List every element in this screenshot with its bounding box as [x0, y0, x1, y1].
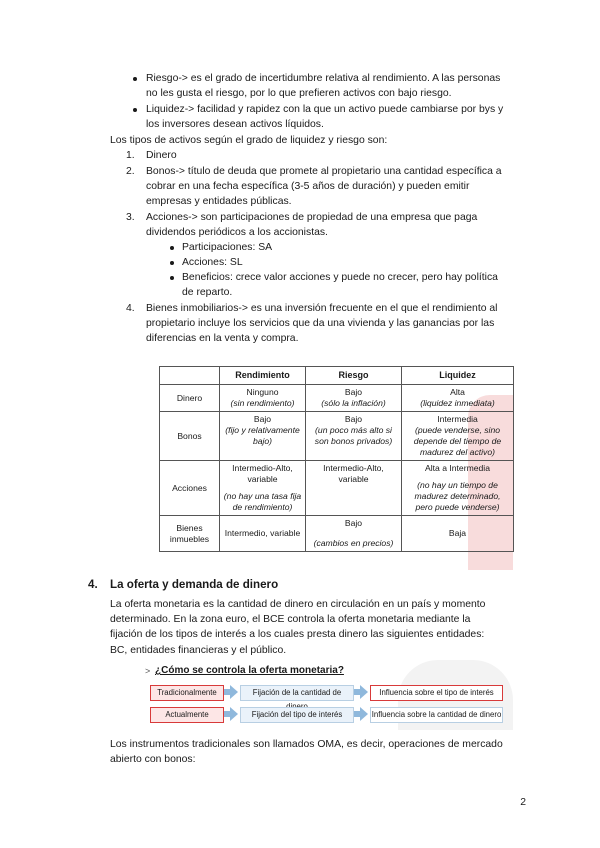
line: Bienes inmobiliarios-> es una inversión frecuente en el que el rendimiento al: [146, 303, 498, 314]
table-cell: [220, 516, 306, 552]
row-label: Acciones: [160, 461, 220, 516]
list-item-dinero: [146, 148, 177, 163]
cell-value: Intermedio-Alto, variable: [323, 463, 384, 484]
line: determinado. En la zona euro, el BCE controla la oferta monetaria mediante la: [110, 614, 471, 626]
cell-value: Bajo: [344, 518, 363, 528]
cell-value: Baja: [448, 528, 467, 538]
table-cell: [306, 385, 402, 412]
cell-note: (sin rendimiento): [230, 398, 295, 408]
bullet-dot: [170, 246, 174, 250]
section-paragraph: [110, 597, 528, 658]
page-number: 2: [520, 797, 526, 808]
line: Participaciones: SA: [182, 242, 273, 253]
line: los inversores desean activos líquidos.: [146, 119, 324, 131]
table-cell: [220, 385, 306, 412]
table-header-row: [160, 367, 514, 385]
line: Los instrumentos tradicionales son llamados OMA, es decir, operaciones de mercado: [110, 739, 503, 750]
label-tradicionalmente: Tradicionalmente: [150, 685, 224, 701]
cell-note: (sólo la inflación): [321, 398, 386, 408]
cell-value: Intermedia: [437, 414, 478, 424]
table-header: [160, 367, 220, 385]
table-cell: [402, 516, 514, 552]
table-row: [160, 461, 514, 516]
cell-value: Ninguno: [246, 387, 279, 397]
line: Riesgo-> es el grado de incertidumbre relativa al rendimiento. A las personas: [146, 73, 501, 84]
cell-value: Intermedio, variable: [224, 528, 301, 538]
diagram-title: ¿Cómo se controla la oferta monetaria?: [155, 665, 344, 676]
line: dividendos periódicos a los accionistas.: [146, 227, 328, 239]
line: BC, entidades financieras y el público.: [110, 644, 287, 656]
table-cell: [220, 412, 306, 461]
table-cell: [220, 461, 306, 516]
list-number: 3.: [126, 212, 135, 223]
cell-note: (un poco más alto si son bonos privados): [314, 425, 393, 446]
cell-value: Intermedio-Alto, variable: [232, 463, 293, 484]
line: cobrar en una fecha específica (3-5 años de duración) y pueden emitir: [146, 181, 470, 193]
line: Dinero: [146, 150, 177, 161]
line: Beneficios: crece valor acciones y puede no crecer, pero hay política: [182, 272, 498, 283]
section-title: La oferta y demanda de dinero: [110, 578, 279, 591]
line: Acciones-> son participaciones de propiedad de una empresa que paga: [146, 212, 478, 223]
line: La oferta monetaria es la cantidad de dinero en circulación en un país y momento: [110, 599, 486, 610]
box-influencia-tipo: Influencia sobre el tipo de interés: [370, 685, 503, 701]
table-cell: [306, 516, 402, 552]
line: Liquidez-> facilidad y rapidez con la que un activo puede cambiarse por bys y: [146, 104, 504, 115]
bullet-dot: [170, 276, 174, 280]
sub-bullet-beneficios: [182, 270, 528, 300]
line: Acciones: SL: [182, 257, 243, 268]
table-header: Riesgo: [306, 367, 402, 385]
line: Bonos-> título de deuda que promete al propietario una cantidad específica a: [146, 166, 502, 177]
cell-note: (no hay un tiempo de madurez determinado, pero puede venderse): [414, 480, 501, 512]
box-fijacion-cantidad: Fijación de la cantidad de: [240, 685, 354, 701]
table-header: Liquidez: [402, 367, 514, 385]
bullet-dot: [133, 77, 137, 81]
line: diferencias en la venta y compra.: [146, 333, 299, 345]
cell-note: (puede venderse, sino depende del tiempo de madurez del activo): [413, 425, 502, 457]
table-cell: [306, 412, 402, 461]
line: propietario incluye los servicios que da una vivienda y las ganancias por las: [146, 318, 495, 330]
cell-value: Bajo: [344, 387, 363, 397]
line: de reparto.: [182, 287, 233, 299]
row-label: Bienes inmuebles: [160, 516, 220, 552]
cell-value: Alta a Intermedia: [425, 463, 490, 473]
assets-comparison-table: [159, 366, 514, 552]
table-header: Rendimiento: [220, 367, 306, 385]
line: empresas y entidades públicas.: [146, 196, 292, 208]
arrow-icon: [360, 685, 368, 699]
cell-note: (fijo y relativamente bajo): [225, 425, 300, 446]
line: abierto con bonos:: [110, 754, 196, 766]
table-row: [160, 516, 514, 552]
section-number: 4.: [88, 578, 98, 591]
box-influencia-cantidad: Influencia sobre la cantidad de dinero: [370, 707, 503, 723]
list-intro: Los tipos de activos según el grado de liquidez y riesgo son:: [110, 135, 388, 146]
arrow-icon: [230, 685, 238, 699]
bullet-dot: [170, 261, 174, 265]
line: fijación de los tipos de interés a los cuales presta dinero las siguientes entidades:: [110, 629, 485, 641]
closing-paragraph: [110, 737, 528, 767]
diagram-prefix: >: [145, 666, 151, 676]
list-item-acciones: [146, 210, 528, 240]
table-cell: [306, 461, 402, 516]
cell-note: (cambios en precios): [313, 538, 394, 548]
table-cell: [402, 385, 514, 412]
table-row: [160, 385, 514, 412]
arrow-icon: [360, 707, 368, 721]
cell-value: Bajo: [253, 414, 272, 424]
list-item-bonos: [146, 164, 528, 210]
table-cell: [402, 461, 514, 516]
row-label: Bonos: [160, 412, 220, 461]
cell-value: Alta: [450, 387, 465, 397]
list-number: 4.: [126, 303, 135, 314]
cell-value: Bajo: [344, 414, 363, 424]
table-cell: [402, 412, 514, 461]
label-actualmente: Actualmente: [150, 707, 224, 723]
arrow-icon: [230, 707, 238, 721]
row-label: Dinero: [160, 385, 220, 412]
box-fijacion-tipo: Fijación del tipo de interés: [240, 707, 354, 723]
list-number: 1.: [126, 150, 135, 161]
sub-bullet-participaciones: [182, 240, 272, 255]
sub-bullet-acciones: [182, 255, 243, 270]
list-item-bienes: [146, 301, 528, 347]
bullet-dot: [133, 108, 137, 112]
cell-note: (no hay una tasa fija de rendimiento): [223, 491, 302, 512]
line: no les gusta el riesgo, por lo que prefieren activos con bajo riesgo.: [146, 88, 452, 100]
cell-note: (liquidez inmediata): [420, 398, 495, 408]
bullet-riesgo: [146, 71, 528, 101]
bullet-liquidez: [146, 102, 528, 132]
table-row: [160, 412, 514, 461]
list-number: 2.: [126, 166, 135, 177]
monetary-control-diagram: [145, 666, 525, 726]
